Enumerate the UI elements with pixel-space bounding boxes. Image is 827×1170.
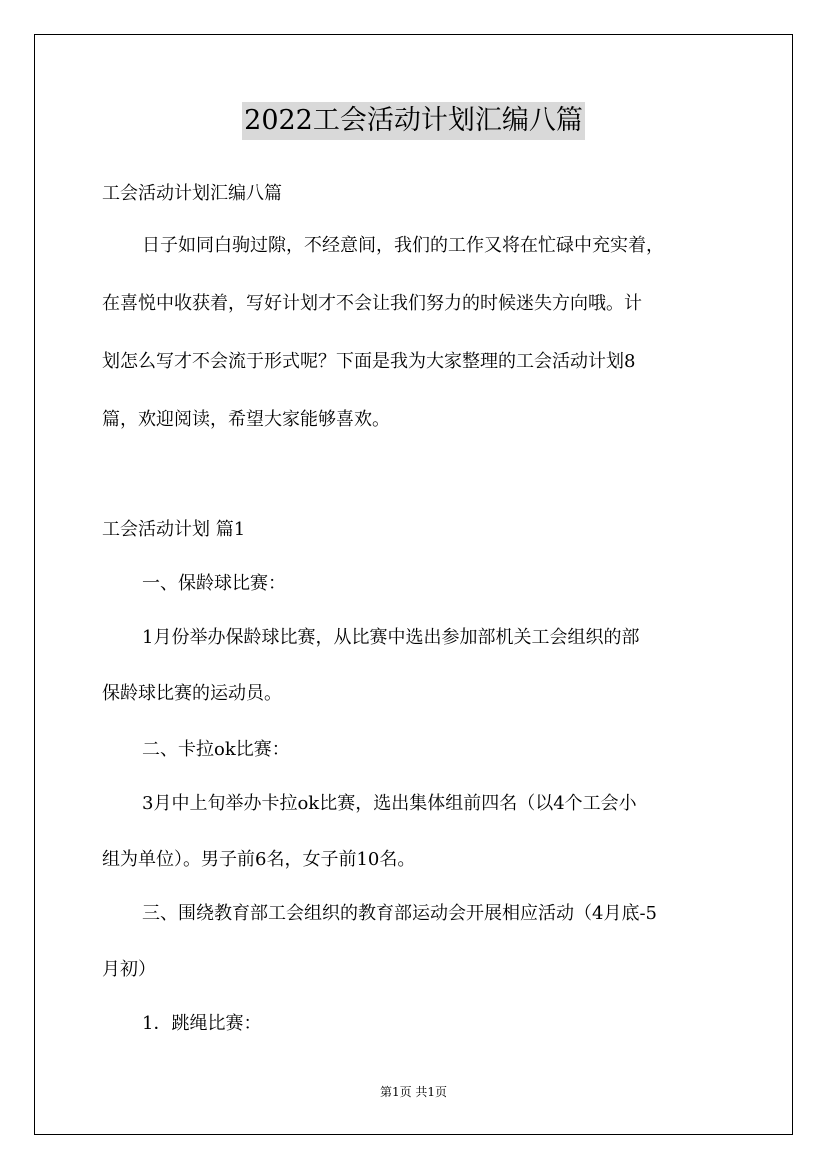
page-footer: [0, 1083, 827, 1101]
page-number: 第1页 共1页: [379, 1085, 448, 1099]
paragraph-line: 保龄球比赛的运动员。: [102, 683, 282, 704]
subsection-heading: 二、卡拉ok比赛：: [142, 739, 290, 760]
subtitle-line: 工会活动计划汇编八篇: [102, 183, 282, 204]
subsection-heading: 三、围绕教育部工会组织的教育部运动会开展相应活动（4月底-5: [142, 903, 657, 924]
paragraph-line: 组为单位）。男子前6名，女子前10名。: [102, 849, 416, 870]
paragraph-line: 月初）: [102, 959, 156, 980]
list-item: 1．跳绳比赛：: [142, 1013, 262, 1034]
document-title: 2022工会活动计划汇编八篇: [242, 102, 585, 140]
paragraph-line: 3月中上旬举办卡拉ok比赛，选出集体组前四名（以4个工会小: [142, 793, 637, 814]
paragraph-line: 篇，欢迎阅读，希望大家能够喜欢。: [102, 409, 390, 430]
section-heading: 工会活动计划 篇1: [102, 519, 246, 540]
paragraph-line: 在喜悦中收获着，写好计划才不会让我们努力的时候迷失方向哦。计: [102, 293, 642, 314]
paragraph-line: 划怎么写才不会流于形式呢？下面是我为大家整理的工会活动计划8: [102, 351, 636, 372]
title-container: [0, 102, 827, 140]
paragraph-line: 1月份举办保龄球比赛，从比赛中选出参加部机关工会组织的部: [142, 627, 640, 648]
subsection-heading: 一、保龄球比赛：: [142, 573, 286, 594]
paragraph-line: 日子如同白驹过隙，不经意间，我们的工作又将在忙碌中充实着，: [142, 235, 664, 256]
